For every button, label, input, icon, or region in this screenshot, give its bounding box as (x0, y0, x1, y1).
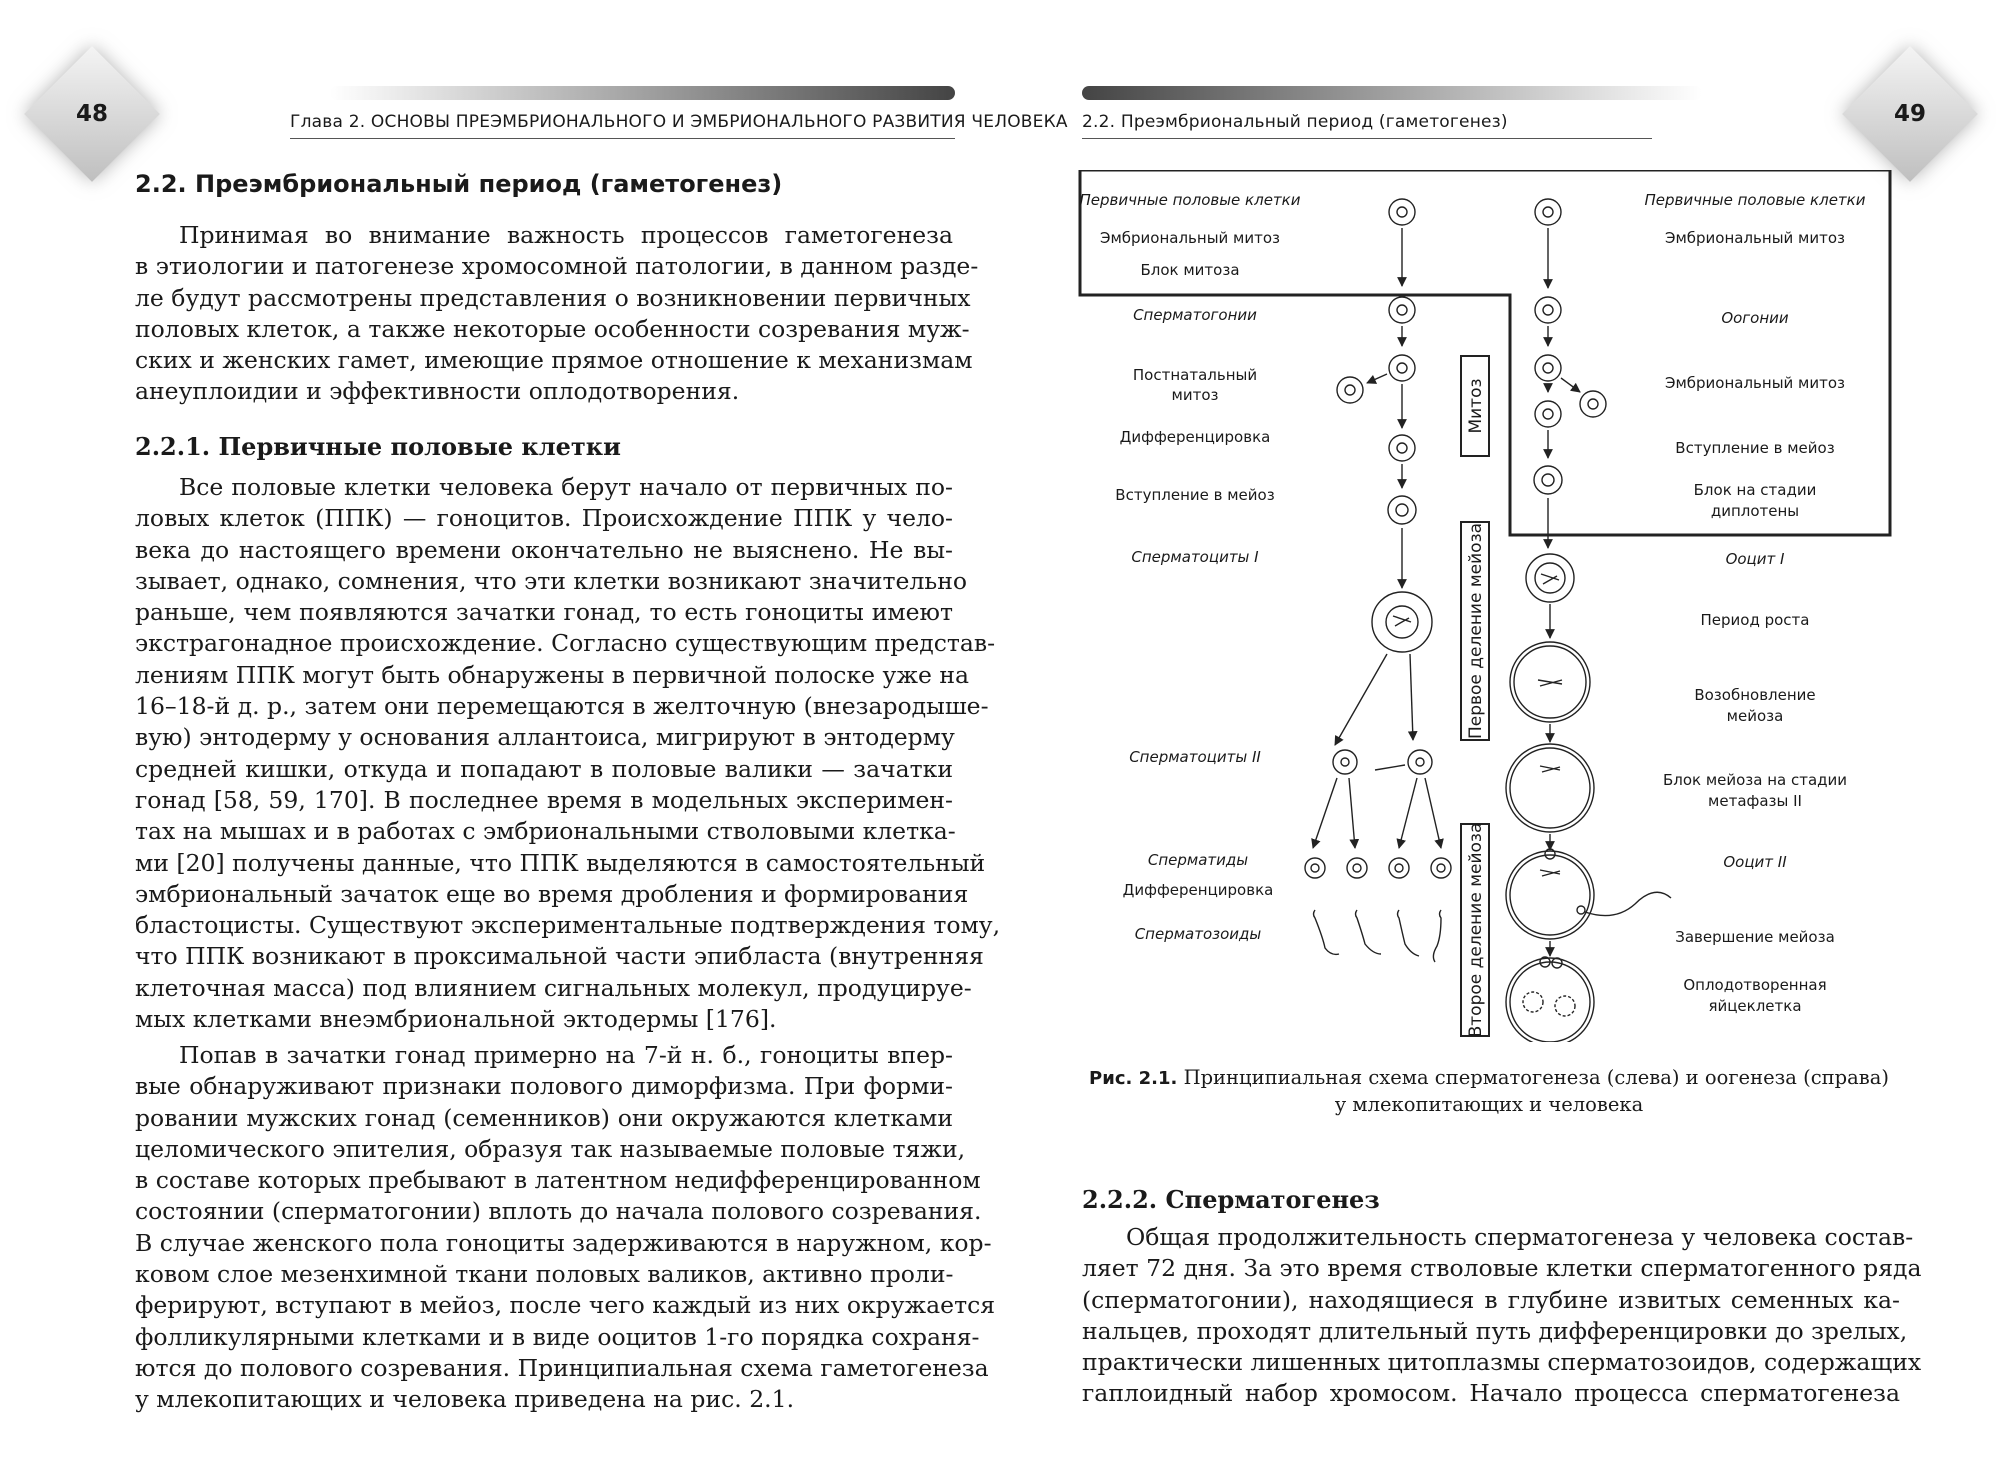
text-line: ются до полового созревания. Принципиальная схема гаметогенеза (135, 1353, 989, 1382)
text-line: экстрагонадное происхождение. Согласно существующим представ- (135, 629, 996, 658)
label-fertilized-egg-2: яйцеклетка (1708, 997, 1802, 1015)
text-line: 16–18-й д. р., затем они перемещаются в желточную (внезародыше- (135, 692, 989, 721)
text-line: ковом слое мезенхимной ткани половых валиков, активно проли- (135, 1260, 954, 1289)
cell-oocyte-2 (1506, 851, 1594, 939)
cell-oogonium-3 (1535, 401, 1561, 427)
cell-spermatogonium (1389, 297, 1415, 323)
cell-fertilized-egg (1506, 958, 1594, 1042)
arrow (1561, 378, 1580, 392)
label-oocyte-1: Ооцит I (1725, 550, 1785, 568)
arrow (1335, 654, 1387, 745)
label-differentiation-2: Дифференцировка (1122, 881, 1274, 899)
arrow (1425, 778, 1441, 848)
label-oogonia: Оогонии (1721, 309, 1789, 327)
text-line: ляет 72 дня. За это время стволовые клетки сперматогенного ряда (1082, 1254, 1922, 1283)
text-line: лениям ППК могут быть обнаружены в первичной полоске уже на (135, 660, 970, 689)
caption-line: у млекопитающих и человека (1334, 1093, 1644, 1116)
label-pgc-right: Первичные половые клетки (1644, 191, 1866, 209)
label-postnatal-mitosis: митоз (1171, 386, 1219, 404)
text-line: фолликулярными клетками и в виде ооцитов 1-го порядка сохраня- (135, 1322, 980, 1351)
label-meiosis-resume: Возобновление (1694, 686, 1816, 704)
text-line: раньше, чем появляются зачатки гонад, то есть гоноциты имеют (135, 598, 953, 627)
label-spermatocytes-1: Сперматоциты I (1131, 548, 1259, 566)
text-line: нальцев, проходят длительный путь дифференцировки до зрелых, (1082, 1316, 1908, 1345)
text-line: В случае женского пола гоноциты задерживаются в наружном, кор- (135, 1228, 992, 1257)
cell-spermatid (1389, 858, 1409, 878)
cell-resumed-meiosis (1506, 744, 1594, 832)
cell-oocyte-1 (1526, 554, 1574, 602)
spermatozoon (1314, 910, 1340, 954)
box-first-division-label: Первое деление мейоза (1466, 522, 1486, 740)
figure-caption (1080, 1065, 1898, 1118)
text-line: ловых клеток (ППК) — гоноцитов. Происхождение ППК у чело- (135, 504, 953, 533)
label-meiosis-resume-2: мейоза (1726, 707, 1784, 725)
label-fertilized-egg: Оплодотворенная (1683, 976, 1827, 994)
text-line: Общая продолжительность сперматогенеза у человека состав- (1126, 1223, 1914, 1251)
cell-spermatid (1431, 858, 1451, 878)
text-line: средней кишки, откуда и попадают в половые валики — зачатки (135, 754, 953, 783)
text-line: у млекопитающих и человека приведена на рис. 2.1. (135, 1385, 795, 1414)
section-title: 2.2. Преэмбриональный период (гаметогенез) (135, 170, 783, 198)
cell-oogonium-2 (1535, 355, 1561, 381)
text-line: бластоцисты. Существуют экспериментальные подтверждения тому, (135, 911, 1001, 940)
text-line: в этиологии и патогенезе хромосомной патологии, в данном разде- (135, 252, 979, 281)
label-embryonic-mitosis-left: Эмбриональный митоз (1099, 229, 1281, 247)
label-metaphase-2: метафазы II (1708, 792, 1802, 810)
text-line: анеуплоидии и эффективности оплодотворения. (135, 377, 740, 406)
cell-spermatid (1305, 858, 1325, 878)
text-line: ровании мужских гонад (семенников) они окружаются клетками (135, 1103, 953, 1132)
cell-oogonium-daughter (1580, 391, 1606, 417)
text-line: половых клеток, а также некоторые особенности созревания муж- (135, 314, 970, 343)
text-line: гаплоидный набор хромосом. Начало процесса сперматогенеза (1082, 1379, 1900, 1408)
label-meiosis-entry-right: Вступление в мейоз (1675, 439, 1835, 457)
cell-spermatocyte-2b (1408, 750, 1432, 774)
header-decoration (330, 86, 955, 100)
header-rule (1082, 138, 1652, 139)
text-line: тах на мышах и в работах с эмбриональными стволовыми клетка- (135, 817, 956, 846)
spermatozoon (1433, 910, 1441, 962)
arrow (1399, 778, 1417, 848)
page-number: 48 (75, 101, 108, 127)
cell-spermatocyte-2a (1333, 750, 1357, 774)
cell-stem-renewal (1337, 377, 1363, 403)
subsection-title: 2.2.1. Первичные половые клетки (135, 432, 621, 461)
caption-line: Принципиальная схема сперматогенеза (слева) и оогенеза (справа) (1183, 1066, 1889, 1089)
text-line: ле будут рассмотрены представления о возникновении первичных (135, 283, 971, 312)
header-decoration (1082, 86, 1702, 100)
text-line: ми [20] получены данные, что ППК выделяются в самостоятельный (135, 848, 986, 877)
label-differentiation: Дифференцировка (1119, 428, 1271, 446)
label-embryonic-mitosis-2: Эмбриональный митоз (1664, 374, 1846, 392)
arrow (1410, 654, 1413, 740)
text-line: Принимая во внимание важность процессов гаметогенеза (179, 221, 953, 249)
running-head: 2.2. Преэмбриональный период (гаметогенез) (1082, 112, 1508, 132)
label-metaphase-block: Блок мейоза на стадии (1662, 771, 1848, 789)
oogenesis-branch (1506, 199, 1671, 1042)
cell-spermatogonium-2 (1389, 355, 1415, 381)
cell-oogonium (1535, 297, 1561, 323)
text-line: века до настоящего времени окончательно не выяснено. Не вы- (135, 535, 953, 564)
label-pgc-left: Первичные половые клетки (1079, 191, 1301, 209)
text-line: ских и женских гамет, имеющие прямое отношение к механизмам (135, 346, 973, 375)
label-postnatal: Постнатальный (1132, 366, 1258, 384)
subsection-title: 2.2.2. Сперматогенез (1082, 1185, 1380, 1214)
label-oocyte-2: Ооцит II (1723, 853, 1787, 871)
text-line: в составе которых пребывают в латентном недифференцированном (135, 1166, 981, 1195)
text-line: состоянии (сперматогонии) вплоть до начала полового созревания. (135, 1197, 982, 1226)
text-line: вую) энтодерму у основания аллантоиса, мигрируют в энтодерму (135, 723, 955, 752)
paragraph-pgc (135, 472, 1001, 1035)
arrow (1313, 778, 1337, 848)
text-line: мых клетками внеэмбриональной эктодермы [176]. (135, 1005, 777, 1034)
text-line: ферируют, вступают в мейоз, после чего каждый из них окружается (135, 1291, 996, 1320)
label-spermatozoa: Сперматозоиды (1134, 925, 1262, 943)
box-mitosis-label: Митоз (1466, 378, 1486, 434)
page-number-badge (24, 46, 160, 182)
label-embryonic-mitosis-right: Эмбриональный митоз (1664, 229, 1846, 247)
sperm-tail (1585, 892, 1671, 915)
paragraph-intro (135, 220, 979, 408)
arrow (1349, 778, 1355, 848)
label-meiosis-end: Завершение мейоза (1675, 928, 1835, 946)
label-diplotene: диплотены (1710, 502, 1800, 520)
cell-pgc-female (1535, 199, 1561, 225)
label-meiosis-entry-left: Вступление в мейоз (1115, 486, 1275, 504)
arrow (1367, 374, 1387, 383)
spermatozoon (1356, 910, 1382, 954)
cell-pgc-male (1389, 199, 1415, 225)
text-line: что ППК возникают в проксимальной части эпибласта (внутренняя (135, 942, 984, 971)
text-line: (сперматогонии), находящиеся в глубине извитых семенных ка- (1082, 1285, 1900, 1314)
label-growth-period: Период роста (1700, 611, 1810, 629)
label-diplotene-block: Блок на стадии (1693, 481, 1817, 499)
cell-differentiating (1389, 435, 1415, 461)
text-line: целомического эпителия, образуя так называемые половые тяжи, (135, 1134, 966, 1163)
spermatozoon (1398, 910, 1420, 956)
label-spermatids: Сперматиды (1147, 851, 1249, 869)
header-rule (290, 138, 955, 139)
cell-meiosis-entry (1388, 496, 1416, 524)
cell-spermatid (1347, 858, 1367, 878)
text-line: практически лишенных цитоплазмы сперматозоидов, содержащих (1082, 1348, 1922, 1377)
text-line: эмбриональный зачаток еще во время дробления и формирования (135, 879, 969, 908)
text-line: Все половые клетки человека берут начало от первичных по- (179, 473, 953, 501)
label-spermatocytes-2: Сперматоциты II (1129, 748, 1261, 766)
spermatogenesis-branch (1305, 199, 1451, 962)
text-line: вые обнаруживают признаки полового диморфизма. При форми- (135, 1072, 953, 1101)
figure-label: Рис. 2.1. (1089, 1068, 1178, 1089)
text-line: зывает, однако, сомнения, что эти клетки возникают значительно (135, 566, 968, 595)
text-line: Попав в зачатки гонад примерно на 7-й н. б., гоноциты впер- (179, 1041, 953, 1069)
box-second-division-label: Второе деление мейоза (1466, 822, 1486, 1038)
page-number: 49 (1893, 101, 1926, 127)
label-mitosis-block: Блок митоза (1140, 261, 1240, 279)
paragraph-spermatogenesis (1082, 1222, 1922, 1410)
gametogenesis-scheme (1075, 170, 1895, 1042)
page-number-badge (1842, 46, 1978, 182)
label-spermatogonia: Сперматогонии (1133, 306, 1257, 324)
text-line: гонад [58, 59, 170]. В последнее время в модельных эксперимен- (135, 785, 953, 814)
text-line: клеточная масса) под влиянием сигнальных молекул, продуцируе- (135, 973, 972, 1002)
paragraph-gonads (135, 1040, 996, 1416)
running-head: Глава 2. ОСНОВЫ ПРЕЭМБРИОНАЛЬНОГО И ЭМБРИОНАЛЬНОГО РАЗВИТИЯ ЧЕЛОВЕКА (290, 112, 1068, 132)
cell-meiosis-entry-female (1534, 466, 1562, 494)
